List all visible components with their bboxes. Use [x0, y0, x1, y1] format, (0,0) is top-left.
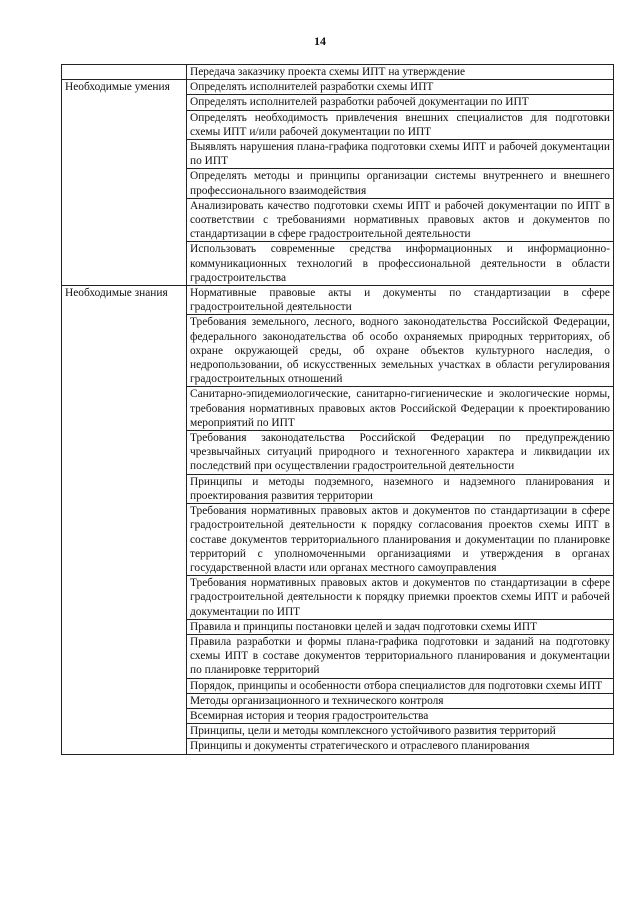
requirement-item: Принципы и документы стратегического и отраслевого планирования: [187, 739, 614, 754]
category-label: Необходимые знания: [62, 286, 187, 755]
requirement-item: Правила и принципы постановки целей и задач подготовки схемы ИПТ: [187, 619, 614, 634]
requirement-item: Правила разработки и формы плана-графика подготовки и заданий на подготовку схемы ИПТ в составе документов территориального планирования и документации по планировке территорий: [187, 634, 614, 678]
table-row: [62, 80, 614, 95]
requirement-item: Требования законодательства Российской Федерации по предупреждению чрезвычайных ситуаций природного и техногенного характера и ликвидации их последствий при осуществлении градостроительной деятельности: [187, 431, 614, 475]
requirement-item: Требования нормативных правовых актов и документов по стандартизации в сфере градостроительной деятельности к порядку приемки проектов схемы ИПТ и рабочей документации по ИПТ: [187, 576, 614, 620]
requirement-item: Определять необходимость привлечения внешних специалистов для подготовки схемы ИПТ и/или рабочей документации по ИПТ: [187, 110, 614, 139]
requirement-item: Требования земельного, лесного, водного законодательства Российской Федерации, федерального законодательства об особо охраняемых природных территориях, об охране окружающей среды, об охране объектов культурного наследия, о недропользовании, об искусственных земельных участках в области регулирования градостроительных отношений: [187, 315, 614, 387]
table-row: [62, 286, 614, 315]
requirement-item: Передача заказчику проекта схемы ИПТ на утверждение: [187, 65, 614, 80]
requirement-item: Анализировать качество подготовки схемы ИПТ и рабочей документации по ИПТ в соответствии с требованиями нормативных правовых актов и документов по стандартизации в сфере градостроительной деятельности: [187, 198, 614, 242]
requirement-item: Выявлять нарушения плана-графика подготовки схемы ИПТ и рабочей документации по ИПТ: [187, 140, 614, 169]
requirement-item: Порядок, принципы и особенности отбора специалистов для подготовки схемы ИПТ: [187, 678, 614, 693]
requirement-item: Принципы и методы подземного, наземного и надземного планирования и проектирования развития территории: [187, 474, 614, 503]
requirement-item: Принципы, цели и методы комплексного устойчивого развития территорий: [187, 724, 614, 739]
requirement-item: Санитарно-эпидемиологические, санитарно-гигиенические и экологические нормы, требования нормативных правовых актов Российской Федерации к проектированию мероприятий по ИПТ: [187, 387, 614, 431]
requirement-item: Всемирная история и теория градостроительства: [187, 708, 614, 723]
requirement-item: Требования нормативных правовых актов и документов по стандартизации в сфере градостроительной деятельности к порядку согласования проектов схемы ИПТ в составе документов территориального планирования и документации по планировке территорий с уполномоченными организациями и утверждения в органах государственной власти или органах местного самоуправления: [187, 504, 614, 576]
requirement-item: Нормативные правовые акты и документы по стандартизации в сфере градостроительной деятельности: [187, 286, 614, 315]
requirement-item: Методы организационного и технического контроля: [187, 693, 614, 708]
requirement-item: Определять исполнителей разработки рабочей документации по ИПТ: [187, 95, 614, 110]
category-label: Необходимые умения: [62, 80, 187, 286]
requirement-item: Использовать современные средства информационных и информационно-коммуникационных технологий в профессиональной деятельности в области градостроительства: [187, 242, 614, 286]
requirement-item: Определять исполнителей разработки схемы ИПТ: [187, 80, 614, 95]
category-label: [62, 65, 187, 80]
requirement-item: Определять методы и принципы организации системы внутреннего и внешнего профессионального взаимодействия: [187, 169, 614, 198]
page-number: 14: [314, 34, 326, 48]
table-body: [62, 65, 614, 755]
table-row: [62, 65, 614, 80]
competency-table: [61, 64, 614, 755]
